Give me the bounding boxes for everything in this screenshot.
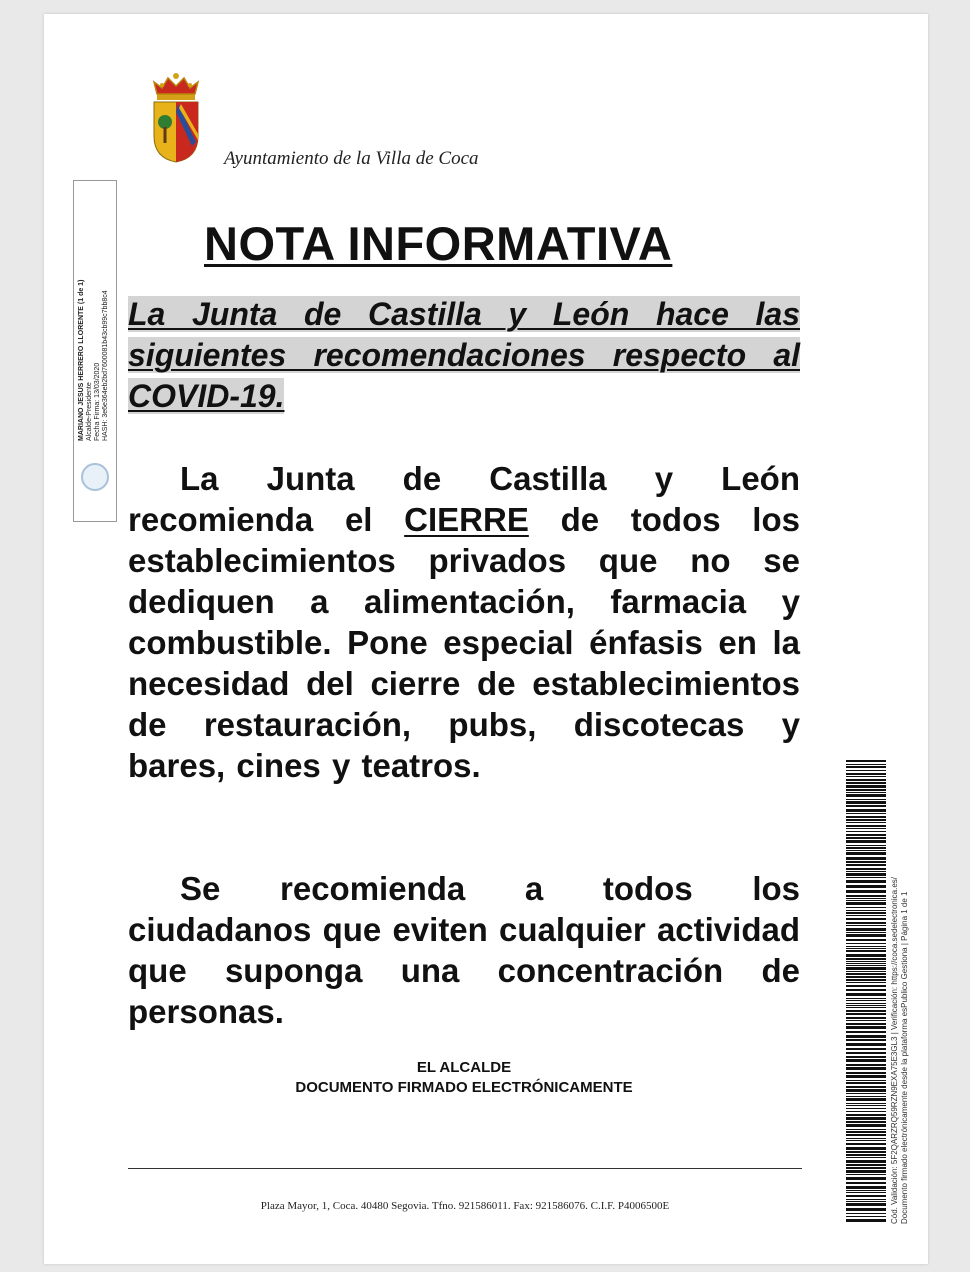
signer-name: MARIANO JESUS HERRERO LLORENTE (1 de 1) (78, 279, 85, 441)
validation-code: Cód. Validación: 5F2QARZRQ59RZN9EXA75E3GL3 | Verificación: https://coca.sedelectronica.es/ (890, 877, 899, 1224)
body-paragraph-2: Se recomienda a todos los ciudadanos que eviten cualquier actividad que suponga una concentración de personas. (128, 870, 800, 1030)
signature-hash: HASH: 3e6e364eb2bd7600081b43cb99c7bb8c4 (102, 290, 109, 441)
closure-emphasis: CIERRE (404, 501, 529, 538)
subtitle-text: La Junta de Castilla y León hace las siguientes recomendaciones respecto al COVID-19. (128, 296, 800, 414)
barcode-icon (846, 760, 886, 1224)
document-page (44, 14, 928, 1264)
paragraph-1-end: de todos los establecimientos privados que no se dediquen a alimentación, farmacia y combustible. Pone especial énfasis en la necesidad del cierre de establecimientos de restauración, pubs, discotecas y bares, cines y teatros. (128, 501, 800, 784)
signature-details (78, 181, 118, 441)
footer-address: Plaza Mayor, 1, Coca. 40480 Segovia. Tfno. 921586011. Fax: 921586076. C.I.F. P4006500E (260, 1200, 670, 1212)
municipality-name: Ayuntamiento de la Villa de Coca (224, 148, 479, 169)
signer-role: Alcalde-Presidente (86, 382, 93, 441)
body-paragraph-1 (128, 458, 800, 786)
electronic-signature-stamp (73, 180, 117, 522)
signoff-block (128, 1058, 800, 1098)
seal-icon (81, 463, 109, 491)
document-subtitle (128, 294, 800, 417)
coat-of-arms-icon (148, 72, 204, 164)
paragraph-1-start: La Junta de Castilla y León recomienda el (128, 460, 800, 538)
signoff-note: DOCUMENTO FIRMADO ELECTRÓNICAMENTE (295, 1079, 633, 1096)
signoff-title: EL ALCALDE (416, 1059, 512, 1076)
validation-platform: Documento firmado electrónicamente desde la plataforma esPublico Gestiona | Página 1 de 1 (900, 891, 909, 1224)
signature-date: Fecha Firma: 13/03/2020 (94, 362, 101, 441)
footer-divider (128, 1168, 802, 1169)
validation-text (890, 804, 914, 1224)
document-title: NOTA INFORMATIVA (204, 217, 673, 270)
